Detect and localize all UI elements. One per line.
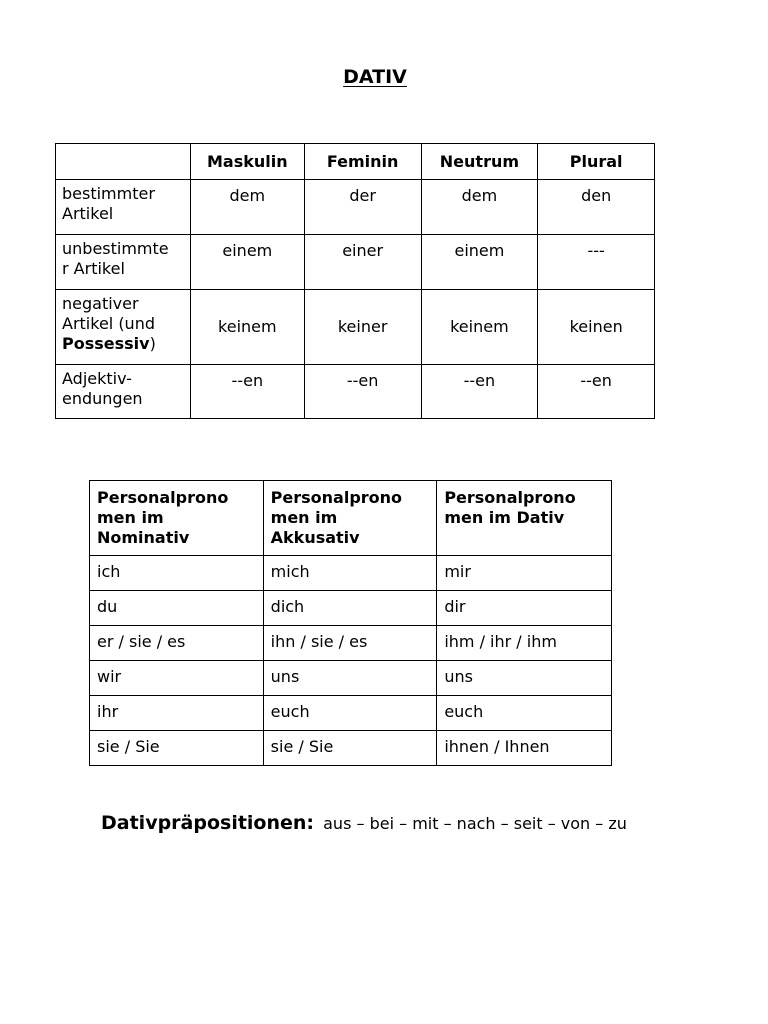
table-row — [90, 591, 612, 626]
table-row — [90, 556, 612, 591]
header-line: men im — [97, 508, 164, 527]
table-cell: ihr — [90, 696, 264, 731]
table-cell: einem — [190, 235, 304, 290]
header-cell-maskulin: Maskulin — [190, 144, 304, 180]
table-cell: keinem — [190, 290, 304, 365]
header-cell-feminin: Feminin — [304, 144, 421, 180]
header-line: Personalprono — [270, 488, 403, 507]
table-cell: euch — [263, 696, 437, 731]
row-label-suffix: ) — [149, 334, 156, 353]
table-cell: --- — [538, 235, 655, 290]
row-label-bold: Possessiv — [62, 334, 150, 353]
prepositions-list: aus – bei – mit – nach – seit – von – zu — [323, 814, 627, 833]
table-cell: uns — [437, 661, 612, 696]
header-cell-akkusativ — [263, 481, 437, 556]
row-label — [56, 235, 191, 290]
row-label-line: Artikel — [62, 204, 114, 223]
table-cell: mich — [263, 556, 437, 591]
table-cell: sie / Sie — [90, 731, 264, 766]
table-row — [90, 661, 612, 696]
table-cell: dem — [190, 180, 304, 235]
table-header-row — [90, 481, 612, 556]
header-line: Nominativ — [97, 528, 190, 547]
header-line: Akkusativ — [270, 528, 360, 547]
table-cell: ihnen / Ihnen — [437, 731, 612, 766]
table-cell: mir — [437, 556, 612, 591]
table-cell: --en — [304, 365, 421, 419]
table-cell: einem — [421, 235, 538, 290]
table-cell: --en — [538, 365, 655, 419]
table-cell: du — [90, 591, 264, 626]
table-row — [56, 235, 655, 290]
header-cell-neutrum: Neutrum — [421, 144, 538, 180]
table-cell: keinen — [538, 290, 655, 365]
table-row — [90, 696, 612, 731]
header-line: Personalprono — [97, 488, 229, 507]
table-cell: dir — [437, 591, 612, 626]
table-cell: wir — [90, 661, 264, 696]
table-header-row — [56, 144, 655, 180]
row-label-line: endungen — [62, 389, 143, 408]
table-cell: er / sie / es — [90, 626, 264, 661]
row-label-line: bestimmter — [62, 184, 155, 203]
table-row — [56, 180, 655, 235]
table-cell: euch — [437, 696, 612, 731]
prepositions-line — [101, 812, 627, 834]
table-cell: keinem — [421, 290, 538, 365]
header-line: men im Dativ — [444, 508, 565, 527]
row-label-line: negativer — [62, 294, 139, 313]
row-label-line: r Artikel — [62, 259, 125, 278]
header-cell-empty — [56, 144, 191, 180]
header-line: Personalprono — [444, 488, 576, 507]
table-cell: sie / Sie — [263, 731, 437, 766]
header-cell-plural: Plural — [538, 144, 655, 180]
pronoun-table — [89, 480, 612, 766]
table-cell: keiner — [304, 290, 421, 365]
table-row — [90, 731, 612, 766]
table-row — [90, 626, 612, 661]
row-label — [56, 365, 191, 419]
table-cell: ich — [90, 556, 264, 591]
table-cell: dich — [263, 591, 437, 626]
row-label — [56, 180, 191, 235]
prepositions-label: Dativpräpositionen: — [101, 812, 315, 834]
header-line: men im — [270, 508, 338, 527]
page-title: DATIV — [343, 66, 407, 88]
table-cell: --en — [421, 365, 538, 419]
row-label-line: unbestimmte — [62, 239, 169, 258]
row-label-line: Artikel (und — [62, 314, 155, 333]
table-cell: ihm / ihr / ihm — [437, 626, 612, 661]
article-table — [55, 143, 655, 419]
table-cell: der — [304, 180, 421, 235]
table-row — [56, 365, 655, 419]
row-label — [56, 290, 191, 365]
header-cell-dativ — [437, 481, 612, 556]
header-cell-nominativ — [90, 481, 264, 556]
table-cell: uns — [263, 661, 437, 696]
table-cell: einer — [304, 235, 421, 290]
table-cell: ihn / sie / es — [263, 626, 437, 661]
table-cell: dem — [421, 180, 538, 235]
row-label-line: Adjektiv- — [62, 369, 132, 388]
table-cell: --en — [190, 365, 304, 419]
table-cell: den — [538, 180, 655, 235]
table-row — [56, 290, 655, 365]
